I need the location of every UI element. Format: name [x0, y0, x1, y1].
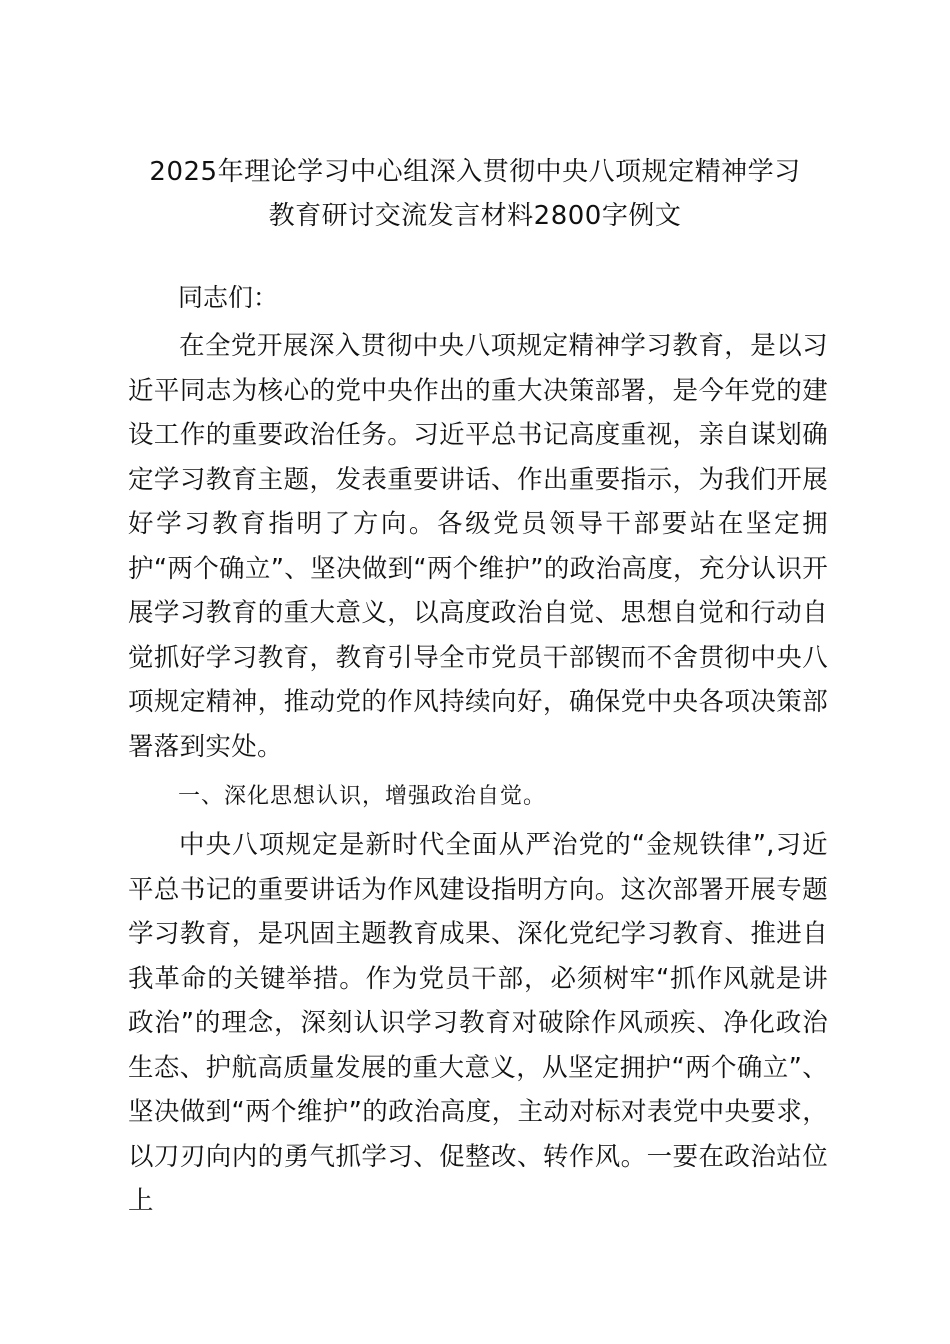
title-line-2: 教育研讨交流发言材料2800字例文 [268, 201, 682, 231]
document-body [128, 278, 828, 1224]
paragraph-2: 中央八项规定是新时代全面从严治党的“金规铁律”,习近平总书记的重要讲话为作风建设指明方向。这次部署开展专题学习教育，是巩固主题教育成果、深化党纪学习教育、推进自我革命的关键举措。作为党员干部，必须树牢“抓作风就是讲政治”的理念，深刻认识学习教育对破除作风顽疾、净化政治生态、护航高质量发展的重大意义，从坚定拥护“两个确立”、坚决做到“两个维护”的政治高度，主动对标对表党中央要求，以刀刃向内的勇气抓学习、促整改、转作风。一要在政治站位上 [128, 830, 828, 1216]
title-line-1: 2025年理论学习中心组深入贯彻中央八项规定精神学习 [149, 157, 801, 187]
document-title [110, 150, 840, 238]
section-heading-1: 一、深化思想认识，增强政治自觉。 [178, 784, 547, 809]
greeting: 同志们： [178, 283, 279, 312]
paragraph-1: 在全党开展深入贯彻中央八项规定精神学习教育，是以习近平同志为核心的党中央作出的重大决策部署，是今年党的建设工作的重要政治任务。习近平总书记高度重视，亲自谋划确定学习教育主题，发表重要讲话、作出重要指示，为我们开展好学习教育指明了方向。各级党员领导干部要站在坚定拥护“两个确立”、坚决做到“两个维护”的政治高度，充分认识开展学习教育的重大意义，以高度政治自觉、思想自觉和行动自觉抓好学习教育，教育引导全市党员干部锲而不舍贯彻中央八项规定精神，推动党的作风持续向好，确保党中央各项决策部署落到实处。 [128, 331, 828, 762]
